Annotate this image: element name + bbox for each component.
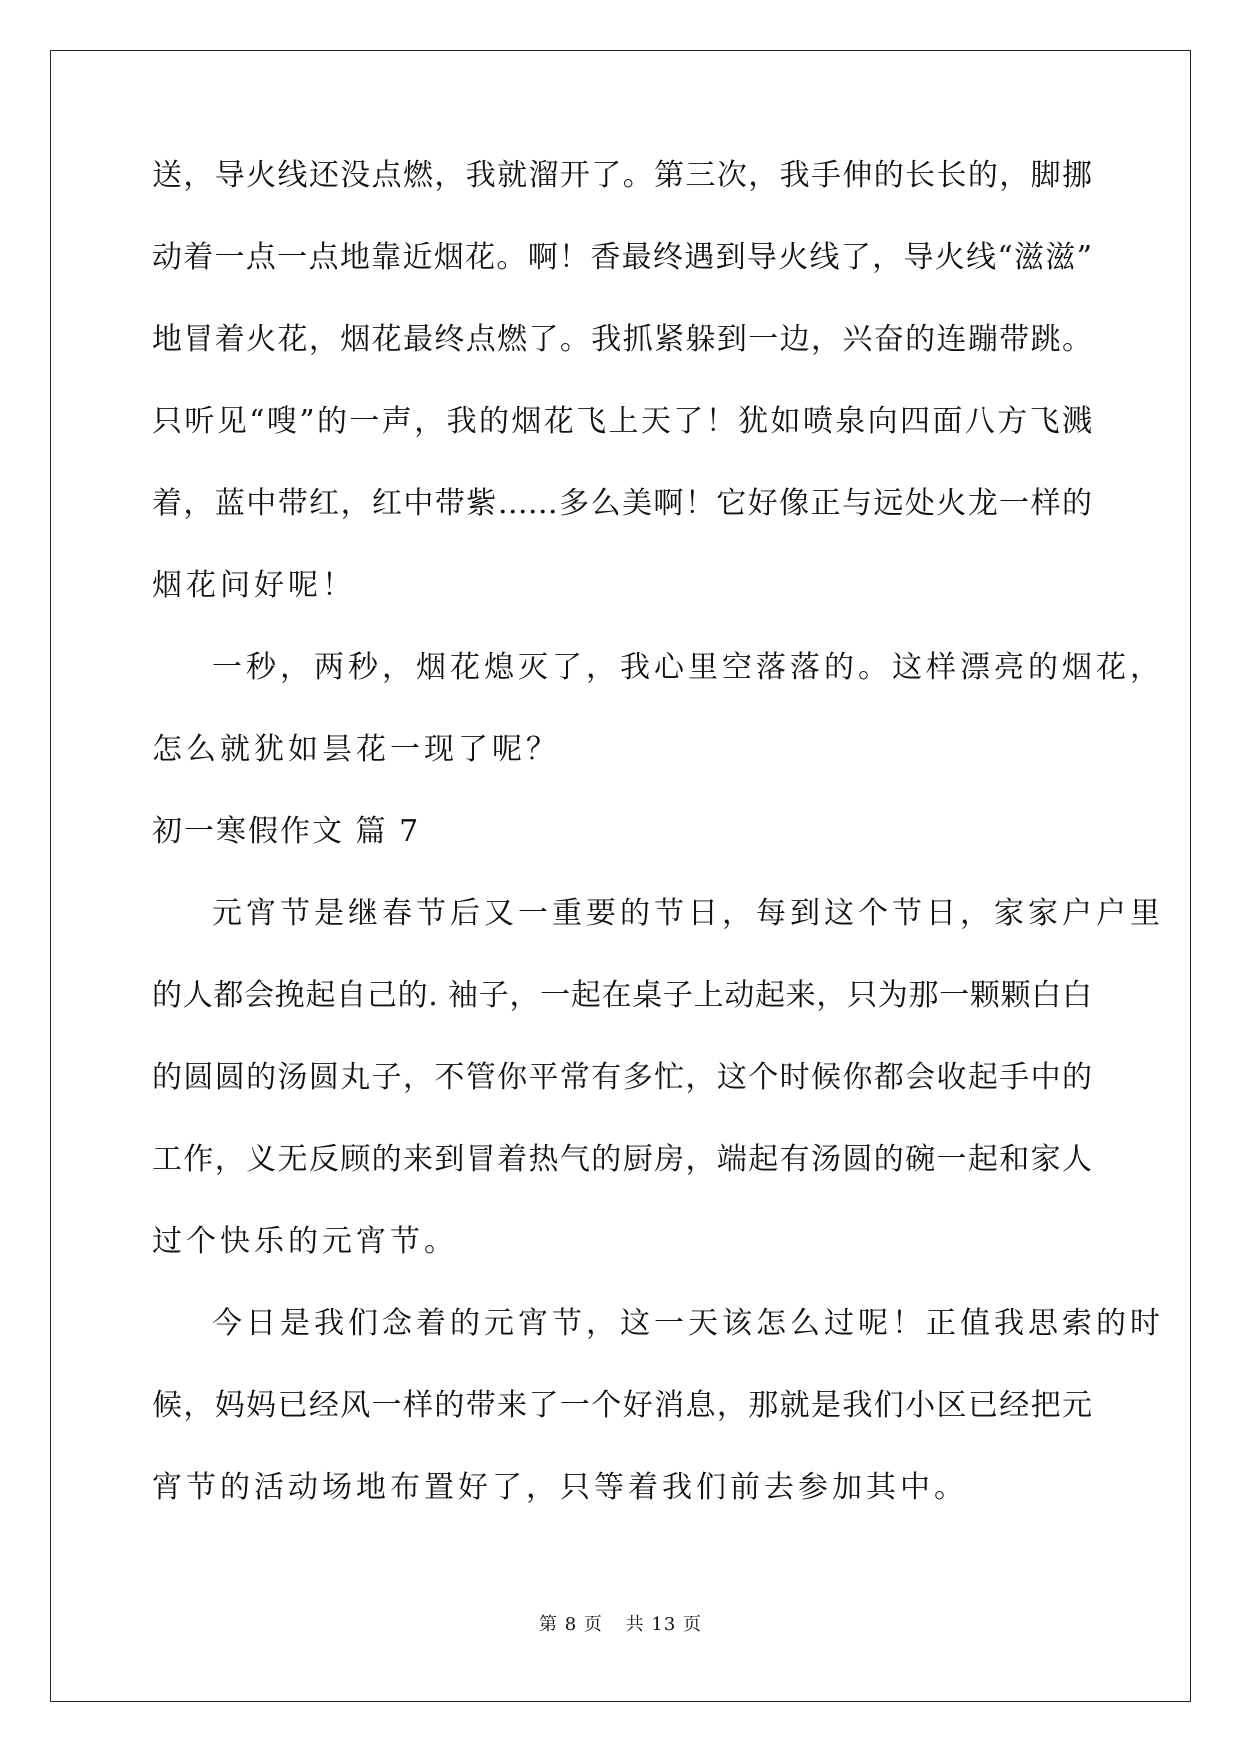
text-line: 今日是我们念着的元宵节，这一天该怎么过呢！正值我思索的时: [212, 1306, 1164, 1341]
text-line: 动着一点一点地靠近烟花。啊！香最终遇到导火线了，导火线“滋滋”: [152, 240, 1092, 275]
text-line: 过个快乐的元宵节。: [152, 1224, 458, 1259]
text-line: 一秒，两秒，烟花熄灭了，我心里空落落的。这样漂亮的烟花，: [212, 650, 1164, 685]
text-line: 只听见“嗖”的一声，我的烟花飞上天了！犹如喷泉向四面八方飞溅: [152, 404, 1092, 439]
text-line: 着，蓝中带红，红中带紫……多么美啊！它好像正与远处火龙一样的: [152, 486, 1092, 521]
text-line: 元宵节是继春节后又一重要的节日，每到这个节日，家家户户里: [212, 896, 1164, 931]
text-line: 工作，义无反顾的来到冒着热气的厨房，端起有汤圆的碗一起和家人: [152, 1142, 1092, 1177]
text-line: 的圆圆的汤圆丸子，不管你平常有多忙，这个时候你都会收起手中的: [152, 1060, 1092, 1095]
section-heading: 初一寒假作文 篇 7: [152, 814, 421, 849]
text-line: 送，导火线还没点燃，我就溜开了。第三次，我手伸的长长的，脚挪: [152, 158, 1092, 193]
text-line: 宵节的活动场地布置好了，只等着我们前去参加其中。: [152, 1470, 968, 1505]
page-footer: [0, 1610, 1241, 1636]
document-body: [152, 158, 1164, 1552]
text-line: 怎么就犹如昙花一现了呢？: [152, 732, 560, 767]
text-line: 地冒着火花，烟花最终点燃了。我抓紧躲到一边，兴奋的连蹦带跳。: [152, 322, 1092, 357]
current-page-label: 第 8 页: [539, 1614, 603, 1635]
text-line: 烟花问好呢！: [152, 568, 356, 603]
text-line: 的人都会挽起自己的. 袖子，一起在桌子上动起来，只为那一颗颗白白: [152, 978, 1092, 1013]
text-line: 候，妈妈已经风一样的带来了一个好消息，那就是我们小区已经把元: [152, 1388, 1092, 1423]
total-pages-label: 共 13 页: [625, 1614, 702, 1635]
